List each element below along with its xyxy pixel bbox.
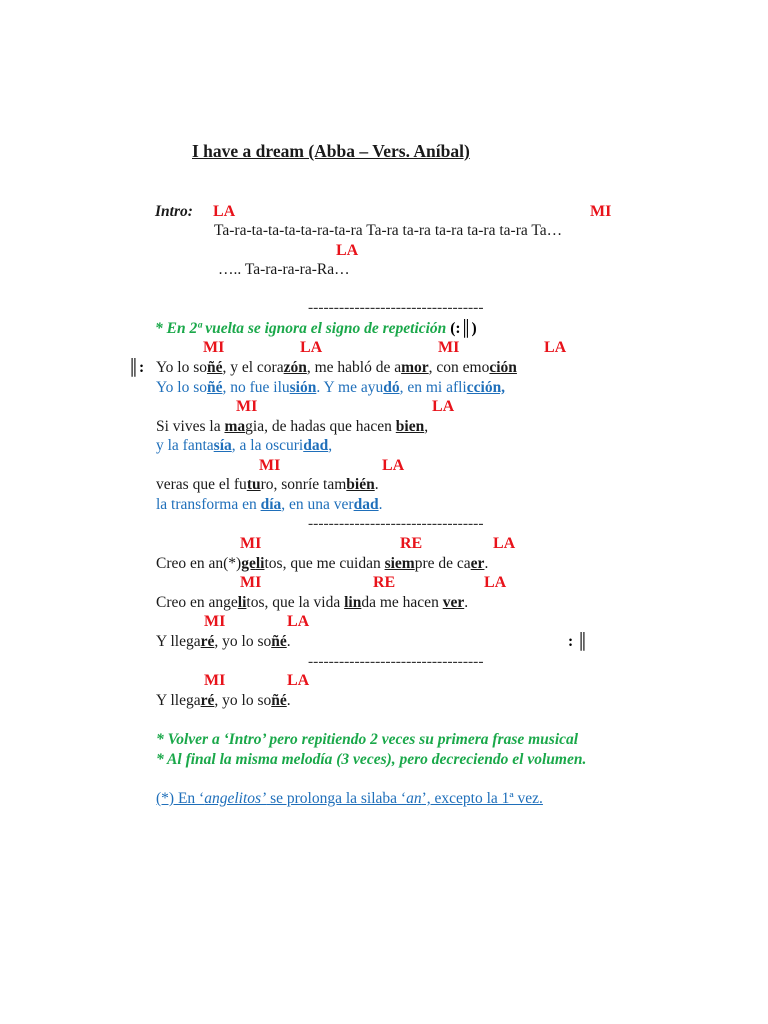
verse-line-3: Si vives la magia, de hadas que hacen bien, — [156, 418, 429, 435]
chord-la: LA — [493, 535, 516, 552]
separator: ---------------------------------- — [308, 653, 484, 670]
chord-re: RE — [373, 574, 396, 591]
intro-line-2: ….. Ta-ra-ra-ra-Ra… — [218, 261, 350, 278]
verse-line-5: veras que el futuro, sonríe también. — [156, 476, 379, 493]
chord-mi: MI — [204, 613, 226, 630]
chord-mi: MI — [204, 672, 226, 689]
repeat-start-symbol: ║: — [128, 359, 145, 376]
repeat-note: * En 2ª vuelta se ignora el signo de repetición (:║) — [155, 320, 477, 337]
separator: ---------------------------------- — [308, 515, 484, 532]
chord-la: LA — [300, 339, 323, 356]
chord-intro-la: LA — [213, 203, 236, 220]
chord-mi: MI — [259, 457, 281, 474]
verse-line-6: la transforma en día, en una verdad. — [156, 496, 383, 513]
verse-line-1: Yo lo soñé, y el corazón, me habló de amor, con emoción — [156, 359, 517, 376]
chorus-line-1: Creo en an(*)gelitos, que me cuidan siempre de caer. — [156, 555, 489, 572]
note-intro-repeat: * Volver a ‘Intro’ pero repitiendo 2 veces su primera frase musical — [156, 731, 579, 748]
verse-line-2: Yo lo soñé, no fue ilusión. Y me ayudó, en mi aflicción, — [156, 379, 506, 396]
intro-line-1: Ta-ra-ta-ta-ta-ta-ra-ta-ra Ta-ra ta-ra ta-ra ta-ra ta-ra Ta… — [214, 222, 563, 239]
page-title: I have a dream (Abba – Vers. Aníbal) — [192, 141, 470, 161]
chord-intro-mi: MI — [590, 203, 612, 220]
chord-mi: MI — [203, 339, 225, 356]
chord-re: RE — [400, 535, 423, 552]
verse-line-4: y la fantasía, a la oscuridad, — [156, 437, 333, 454]
separator: ---------------------------------- — [308, 299, 484, 316]
chorus-line-3: Y llegaré, yo lo soñé. — [156, 633, 291, 650]
chord-la: LA — [432, 398, 455, 415]
note-final: * Al final la misma melodía (3 veces), pero decreciendo el volumen. — [156, 751, 587, 768]
chord-la: LA — [382, 457, 405, 474]
chord-la: LA — [287, 672, 310, 689]
chorus-line-4: Y llegaré, yo lo soñé. — [156, 692, 291, 709]
chord-mi: MI — [438, 339, 460, 356]
intro-label: Intro: — [155, 203, 193, 220]
chord-mi: MI — [240, 535, 262, 552]
chord-la: LA — [544, 339, 567, 356]
chord-intro-la-2: LA — [336, 242, 359, 259]
chord-mi: MI — [240, 574, 262, 591]
repeat-end-symbol: : ║ — [568, 633, 589, 650]
chord-la: LA — [287, 613, 310, 630]
chord-mi: MI — [236, 398, 258, 415]
chorus-line-2: Creo en angelitos, que la vida linda me hacen ver. — [156, 594, 469, 611]
chord-la: LA — [484, 574, 507, 591]
footnote-angelitos: (*) En ‘angelitos’ se prolonga la silaba ‘an’, excepto la 1ª vez. — [156, 790, 543, 807]
